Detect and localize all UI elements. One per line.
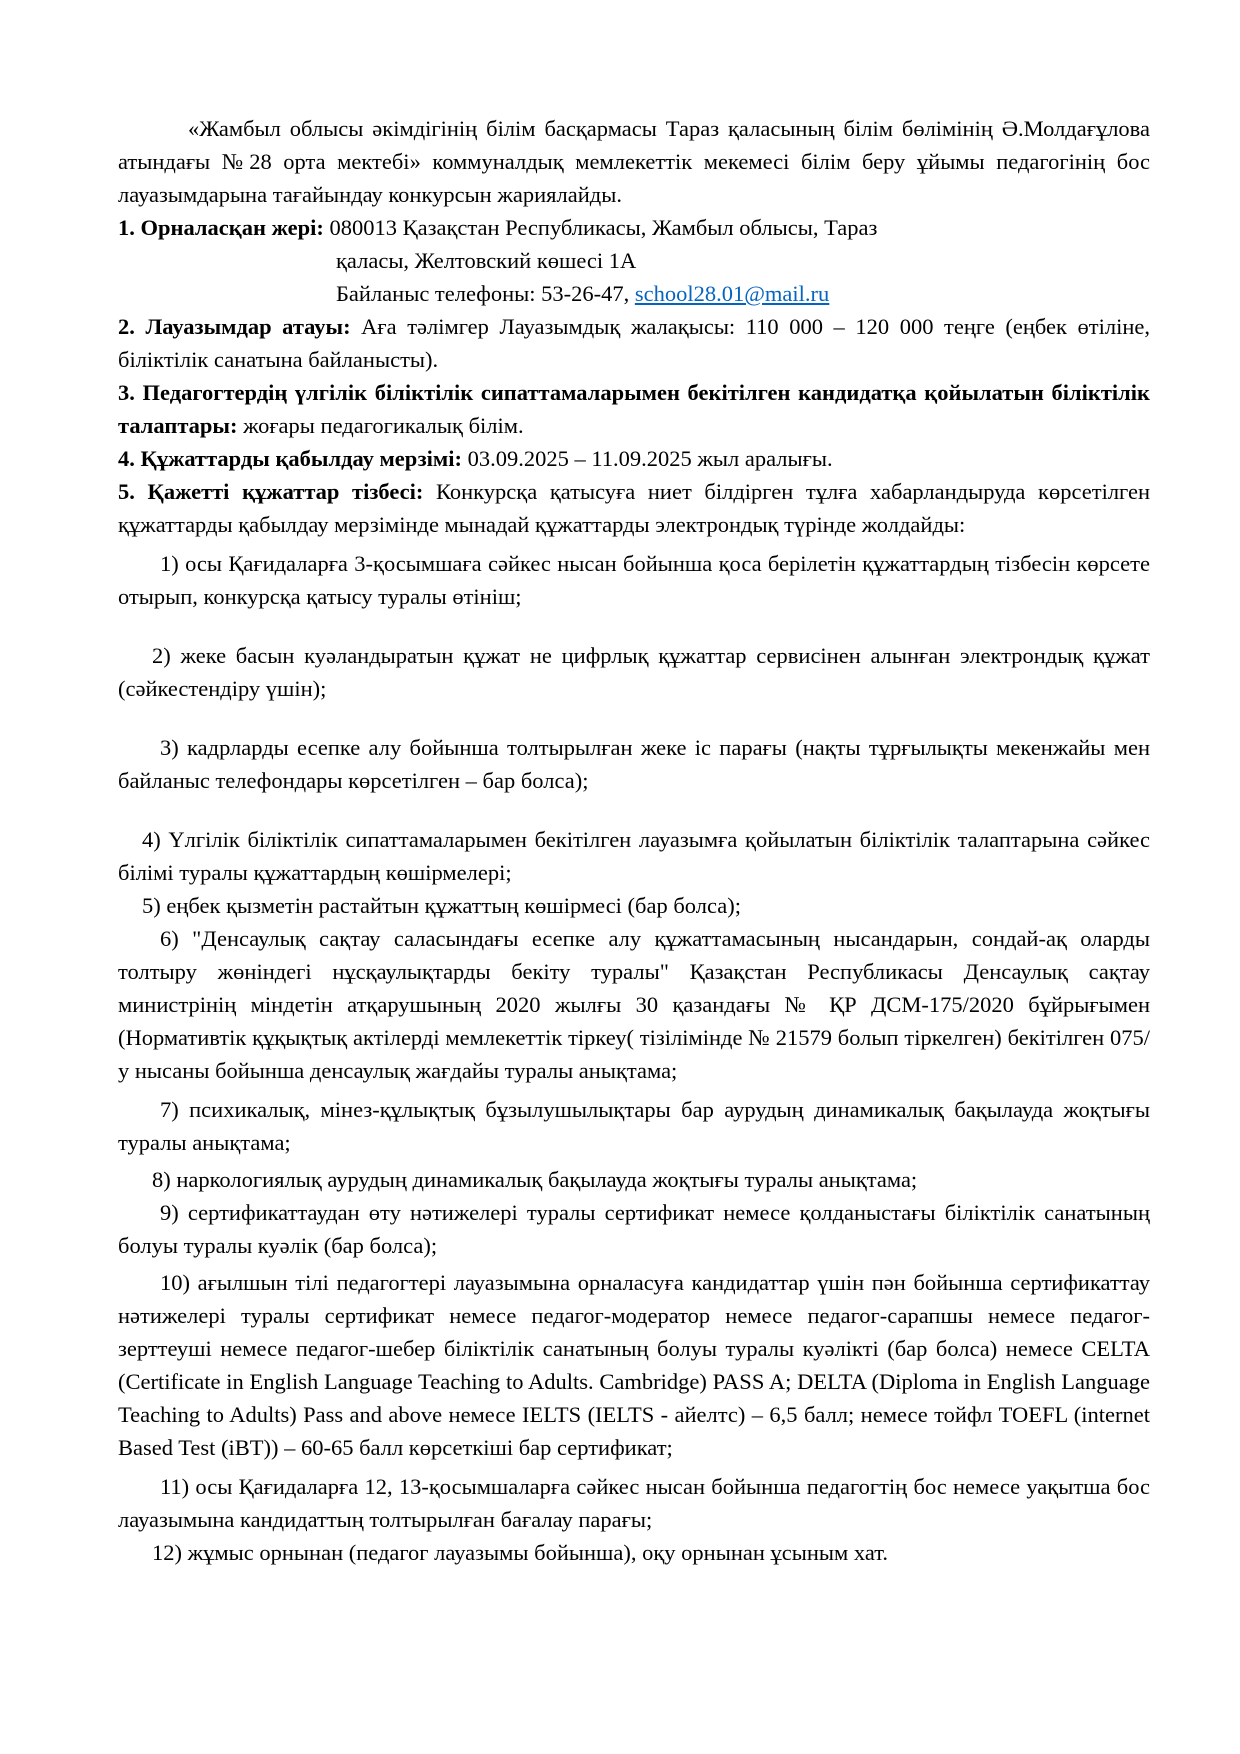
location-line-1: 080013 Қазақстан Республикасы, Жамбыл облысы, Тараз <box>329 215 878 240</box>
document-page <box>118 112 1150 1569</box>
documents-label: 5. Қажетті құжаттар тізбесі: <box>118 479 424 504</box>
email-link[interactable]: school28.01@mail.ru <box>634 281 830 306</box>
deadline-section <box>118 442 1150 475</box>
position-section <box>118 310 1150 376</box>
phone-text: Байланыс телефоны: 53-26-47, <box>336 281 635 306</box>
documents-text: Конкурсқа қатысуға ниет білдірген тұлға хабарландыруда көрсетілген құжаттарды қабылдау мерзімінде мынадай құжаттарды электрондық түрінде жолдайды: <box>118 479 1151 537</box>
documents-section <box>118 475 1150 541</box>
list-item: 5) еңбек қызметін растайтын құжаттың көшірмесі (бар болса); <box>142 893 741 918</box>
documents-list <box>118 547 1150 1569</box>
location-label: 1. Орналасқан жері: <box>118 215 324 240</box>
location-section <box>118 211 1150 244</box>
requirements-section <box>118 376 1150 442</box>
list-item: 11) осы Қағидаларға 12, 13-қосымшаларға сәйкес нысан бойынша педагогтің бос немесе уақытша бос лауазымына кандидаттың толтырылған бағалау парағы; <box>118 1474 1150 1532</box>
location-line-2: қаласы, Желтовский көшесі 1А <box>336 248 637 273</box>
list-item: 2) жеке басын куәландыратын құжат не цифрлық құжаттар сервисінен алынған электрондық құжат (сәйкестендіру үшін); <box>118 643 1150 701</box>
deadline-label: 4. Құжаттарды қабылдау мерзімі: <box>118 446 462 471</box>
requirements-text: жоғары педагогикалық білім. <box>243 413 524 438</box>
position-label: 2. Лауазымдар атауы: <box>118 314 351 339</box>
requirements-label: 3. Педагогтердің үлгілік біліктілік сипаттамаларымен бекітілген кандидатқа қойылатын біліктілік талаптары: <box>118 380 1150 438</box>
announcement-intro: «Жамбыл облысы әкімдігінің білім басқармасы Тараз қаласының білім бөлімінің Ә.Молдағұлова атындағы №28 орта мектебі» коммуналдық мемлекеттік мекемесі білім беру ұйымы педагогінің бос лауазымдарына тағайындау конкурсын жариялайды. <box>118 116 1150 207</box>
list-item: 1) осы Қағидаларға 3-қосымшаға сәйкес нысан бойынша қоса берілетін құжаттардың тізбесін көрсете отырып, конкурсқа қатысу туралы өтініш; <box>118 551 1150 609</box>
list-item: 6) "Денсаулық сақтау саласындағы есепке алу құжаттамасының нысандарын, сондай-ақ оларды толтыру жөніндегі нұсқаулықтарды бекіту туралы" Қазақстан Республикасы Денсаулық сақтау министрінің міндетін атқарушының 2020 жылғы 30 қазандағы № ҚР ДСМ-175/2020 бұйрығымен (Нормативтік құқықтық актілерді мемлекеттік тіркеу( тізілімінде № 21579 болып тіркелген) бекітілген 075/у нысаны бойынша денсаулық жағдайы туралы анықтама; <box>118 926 1150 1083</box>
list-item: 12) жұмыс орнынан (педагог лауазымы бойынша), оқу орнынан ұсыным хат. <box>152 1540 889 1565</box>
contact-line <box>118 277 1150 310</box>
deadline-text: 03.09.2025 – 11.09.2025 жыл аралығы. <box>467 446 833 471</box>
list-item: 3) кадрларды есепке алу бойынша толтырылған жеке іс парағы (нақты тұрғылықты мекенжайы мен байланыс телефондары көрсетілген – бар болса); <box>118 735 1150 793</box>
list-item: 7) психикалық, мінез-құлықтық бұзылушылықтары бар аурудың динамикалық бақылауда жоқтығы туралы анықтама; <box>118 1097 1150 1155</box>
position-text: Аға тәлімгер Лауазымдық жалақысы: 110 000 – 120 000 теңге (еңбек өтіліне, біліктілік санатына байланысты). <box>118 314 1150 372</box>
list-item: 8) наркологиялық аурудың динамикалық бақылауда жоқтығы туралы анықтама; <box>152 1167 918 1192</box>
list-item: 9) сертификаттаудан өту нәтижелері туралы сертификат немесе қолданыстағы біліктілік санатының болуы туралы куәлік (бар болса); <box>118 1200 1150 1258</box>
list-item: 4) Үлгілік біліктілік сипаттамаларымен бекітілген лауазымға қойылатын біліктілік талаптарына сәйкес білімі туралы құжаттардың көшірмелері; <box>118 827 1150 885</box>
list-item: 10) ағылшын тілі педагогтері лауазымына орналасуға кандидаттар үшін пән бойынша сертификаттау нәтижелері туралы сертификат немесе педагог-модератор немесе педагог-сарапшы немесе педагог-зерттеуші немесе педагог-шебер біліктілік санатының болуы туралы куәлікті (бар болса) немесе CELTA (Certificate in English Language Teaching to Adults. Cambridge) PASS A; DELTA (Diploma in English Language Teaching to Adults) Pass and above немесе IELTS (IELTS - айелтс) – 6,5 балл; немесе тойфл TOEFL (internet Based Test (iBT)) – 60-65 балл көрсеткіші бар сертификат; <box>118 1270 1150 1460</box>
